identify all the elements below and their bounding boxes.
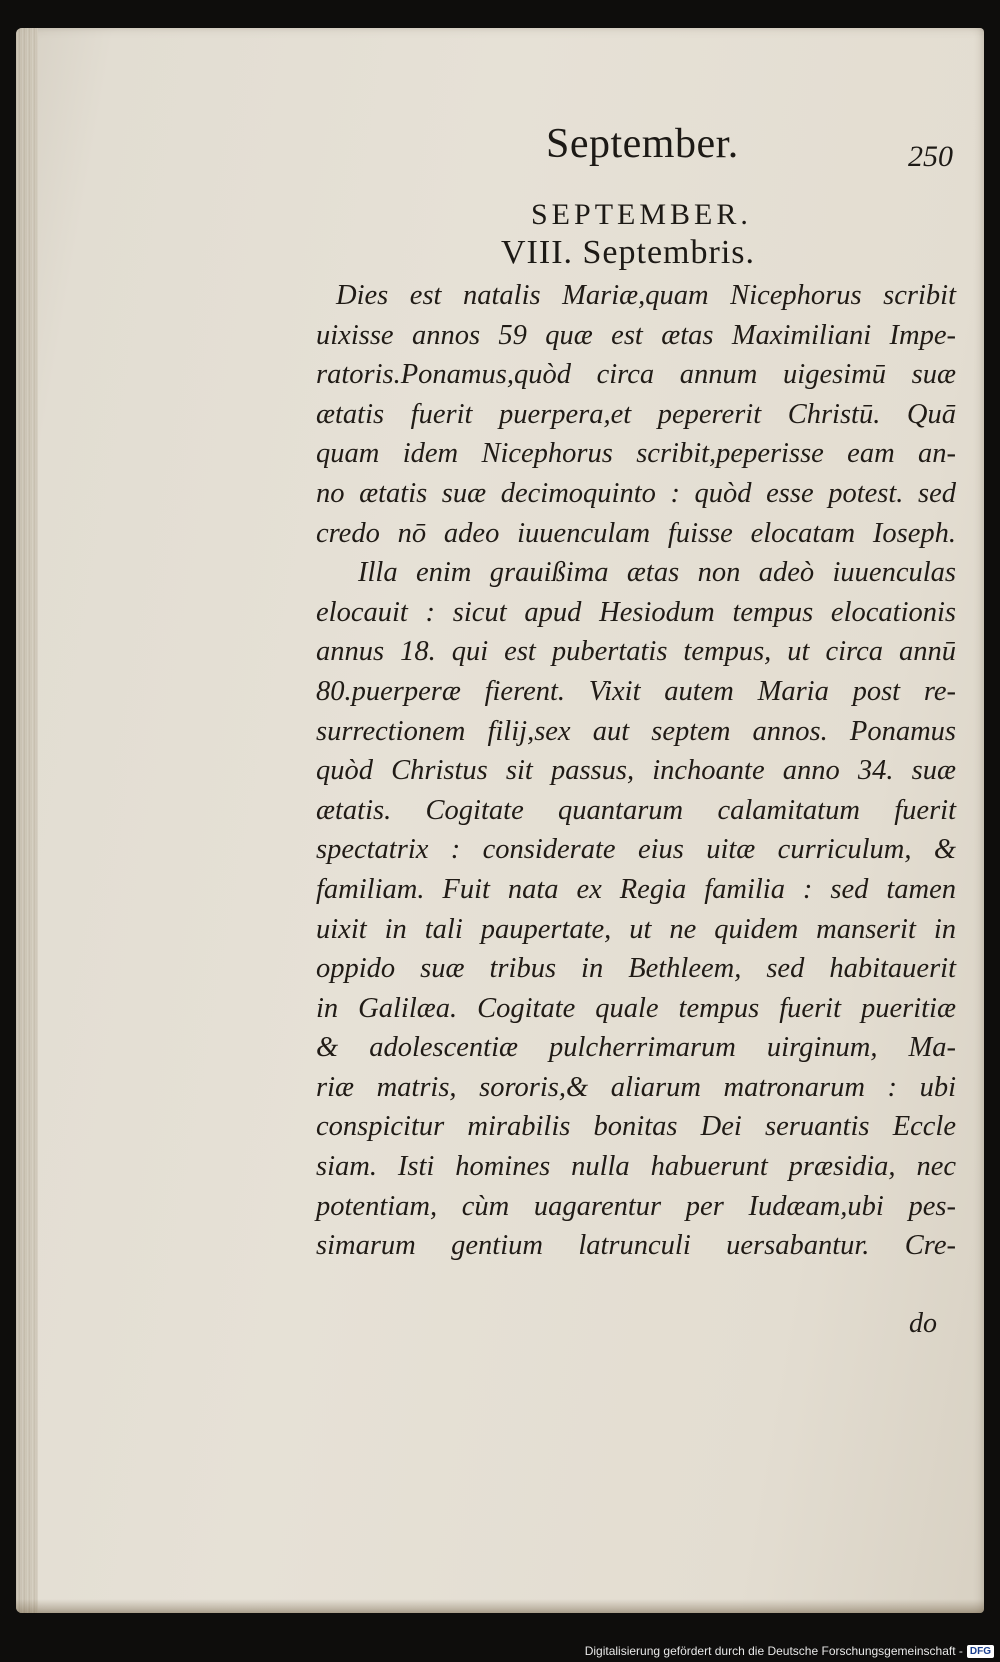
text-line: ætatis fuerit puerpera,et pepererit Christū. Quā: [316, 398, 956, 430]
text-line: no ætatis suæ decimoquinto : quòd esse potest. sed: [316, 477, 956, 509]
catchword: do: [909, 1308, 937, 1339]
text-line: 80.puerperæ fierent. Vixit autem Maria post re-: [316, 675, 956, 707]
text-line: potentiam, cùm uagarentur per Iudæam,ubi pes-: [316, 1190, 956, 1222]
text-line: quòd Christus sit passus, inchoante anno 34. suæ: [316, 755, 956, 787]
text-line: surrectionem filij,sex aut septem annos. Ponamus: [316, 715, 956, 747]
page-edge: [16, 28, 38, 1613]
book-page: [16, 28, 984, 1613]
text-line: ratoris.Ponamus,quòd circa annum uigesimū suæ: [316, 359, 956, 391]
date-heading: VIII. Septembris.: [501, 234, 756, 271]
text-line: & adolescentiæ pulcherrimarum uirginum, Ma-: [316, 1032, 956, 1064]
running-head: September.: [546, 121, 739, 167]
footer-credit: [585, 1644, 994, 1658]
text-line: quam idem Nicephorus scribit,peperisse eam an-: [316, 438, 956, 470]
text-line: Illa enim grauißima ætas non adeò iuuenculas: [358, 557, 956, 589]
text-line: elocauit : sicut apud Hesiodum tempus elocationis: [316, 596, 956, 628]
text-line: in Galilæa. Cogitate quale tempus fuerit pueritiæ: [316, 992, 956, 1024]
text-line: annus 18. qui est pubertatis tempus, ut circa annū: [316, 636, 956, 668]
text-line: ætatis. Cogitate quantarum calamitatum fuerit: [316, 794, 956, 826]
text-line: uixisse annos 59 quæ est ætas Maximiliani Impe-: [316, 319, 956, 351]
text-line: oppido suæ tribus in Bethleem, sed habitauerit: [316, 953, 956, 985]
text-line: siam. Isti homines nulla habuerunt præsidia, nec: [316, 1151, 956, 1183]
month-heading: SEPTEMBER.: [531, 198, 752, 231]
text-line: riæ matris, sororis,& aliarum matronarum : ubi: [316, 1071, 956, 1103]
text-line: Dies est natalis Mariæ,quam Nicephorus scribit: [336, 280, 956, 311]
page-shadow: [16, 1599, 984, 1613]
text-line: familiam. Fuit nata ex Regia familia : sed tamen: [316, 873, 956, 905]
text-line: conspicitur mirabilis bonitas Dei seruantis Eccle: [316, 1111, 956, 1143]
text-line: simarum gentium latrunculi uersabantur. Cre-: [316, 1230, 956, 1262]
text-line: uixit in tali paupertate, ut ne quidem manserit in: [316, 913, 956, 945]
text-line: credo nō adeo iuuenculam fuisse elocatam Ioseph.: [316, 517, 956, 549]
body-text: [316, 276, 956, 1266]
text-line: spectatrix : considerate eius uitæ curriculum, &: [316, 834, 956, 866]
page-number: 250: [908, 140, 953, 173]
dfg-logo[interactable]: DFG: [967, 1645, 994, 1658]
credit-text: Digitalisierung gefördert durch die Deutsche Forschungsgemeinschaft -: [584, 1644, 963, 1658]
